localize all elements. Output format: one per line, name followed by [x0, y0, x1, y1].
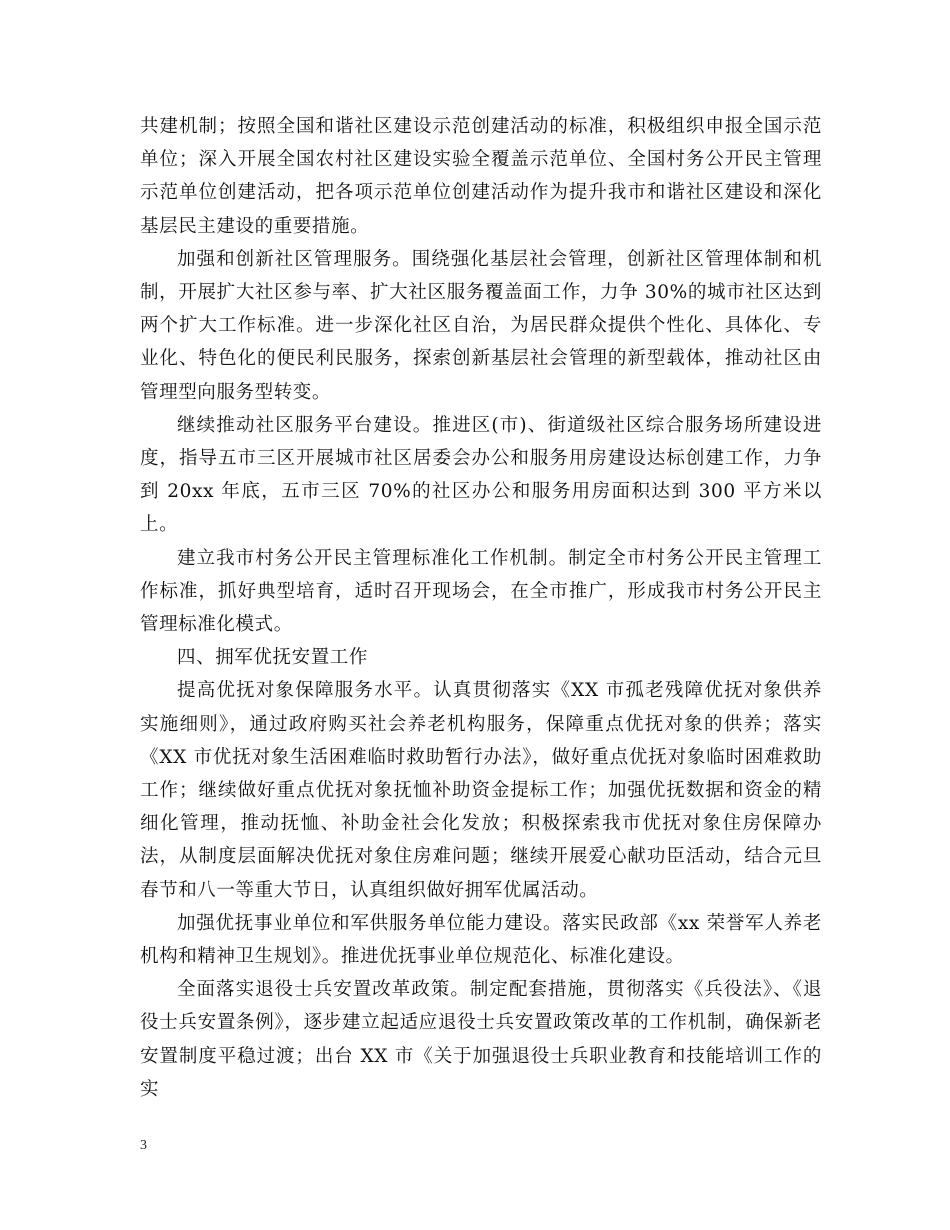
paragraph-2: 加强和创新社区管理服务。围绕强化基层社会管理，创新社区管理体制和机制，开展扩大社区参与率、扩大社区服务覆盖面工作，力争 30%的城市社区达到两个扩大工作标准。进一步深化社区自治，为居民群众提供个性化、具体化、专业化、特色化的便民利民服务，探索创新基层社会管理的新型载体，推动社区由管理型向服务型转变。 — [140, 248, 822, 403]
paragraph-7: 加强优抚事业单位和军供服务单位能力建设。落实民政部《xx 荣誉军人养老机构和精神卫生规划》。推进优抚事业单位规范化、标准化建设。 — [140, 912, 822, 968]
paragraph-3: 继续推动社区服务平台建设。推进区(市)、街道级社区综合服务场所建设进度，指导五市三区开展城市社区居委会办公和服务用房建设达标创建工作，力争到 20xx 年底，五市三区 70%的社区办公和服务用房面积达到 300 平方米以上。 — [140, 414, 822, 536]
paragraph-4: 建立我市村务公开民主管理标准化工作机制。制定全市村务公开民主管理工作标准，抓好典型培育，适时召开现场会，在全市推广，形成我市村务公开民主管理标准化模式。 — [140, 547, 822, 636]
document-body — [140, 110, 822, 1106]
paragraph-1: 共建机制；按照全国和谐社区建设示范创建活动的标准，积极组织申报全国示范单位；深入开展全国农村社区建设实验全覆盖示范单位、全国村务公开民主管理示范单位创建活动，把各项示范单位创建活动作为提升我市和谐社区建设和深化基层民主建设的重要措施。 — [140, 116, 822, 237]
paragraph-8: 全面落实退役士兵安置改革政策。制定配套措施，贯彻落实《兵役法》、《退役士兵安置条例》，逐步建立起适应退役士兵安置政策改革的工作机制，确保新老安置制度平稳过渡；出台 XX 市《关于加强退役士兵职业教育和技能培训工作的实 — [140, 979, 822, 1100]
section-heading: 四、拥军优抚安置工作 — [177, 647, 369, 669]
paragraph-6: 提高优抚对象保障服务水平。认真贯彻落实《XX 市孤老残障优抚对象供养实施细则》，通过政府购买社会养老机构服务，保障重点优抚对象的供养；落实《XX 市优抚对象生活困难临时救助暂行办法》，做好重点优抚对象临时困难救助工作；继续做好重点优抚对象抚恤补助资金提标工作；加强优抚数据和资金的精细化管理，推动抚恤、补助金社会化发放；积极探索我市优抚对象住房保障办法，从制度层面解决优抚对象住房难问题；继续开展爱心献功臣活动，结合元旦春节和八一等重大节日，认真组织做好拥军优属活动。 — [140, 680, 822, 901]
page-number: 3 — [140, 1138, 147, 1153]
